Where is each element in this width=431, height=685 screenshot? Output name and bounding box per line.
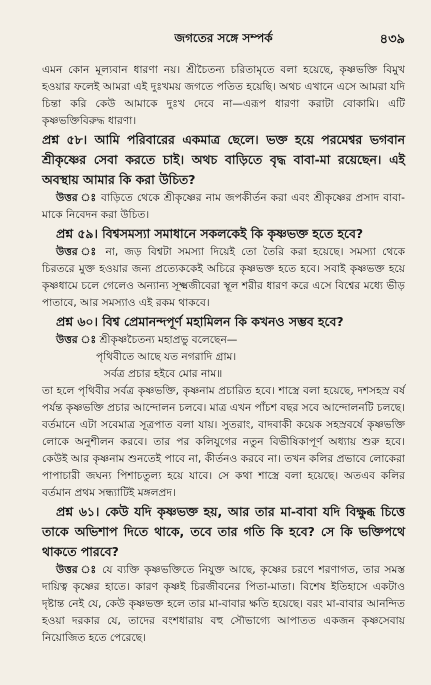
question-58: প্রশ্ন ৫৮। আমি পরিবারের একমাত্র ছেলে। ভক্ত হয়ে পরমেশ্বর ভগবান শ্রীকৃষ্ণের সেবা করতে চাই। অথচ বাড়িতে বৃদ্ধ বাবা-মা রয়েছেন। এই অবস্থায় আমার কি করা উচিত? [42,132,405,187]
answer-label: উত্তর ঃ [56,334,97,346]
verse-line-2: সর্বত্র প্রচার হইবে মোর নাম॥ [104,368,223,380]
answer-text: যে ব্যক্তি কৃষ্ণভক্তিতে নিযুক্ত আছে, কৃষ্ণের চরণে শরণাগত, তার সমস্ত দায়িত্ব কৃষ্ণের হাতে। কারণ কৃষ্ণই চিরজীবনের পিতা-মাতা। বিশেষ ইতিহাসে একটাও দৃষ্টান্ত নেই যে, কেউ কৃষ্ণভক্ত হলে তার মা-বাবার ক্ষতি হয়েছে। বরং মা-বাবার আনন্দিত হওয়া দরকার যে, তাদের বংশধারায় বহু সৌভাগ্যে আপাতত একজন কৃষ্ণসেবায় নিয়োজিত হতে পেরেছে। [42,564,405,644]
answer-label: উত্তর ঃ [56,192,97,204]
answer-label: উত্তর ঃ [56,246,100,258]
question-61: প্রশ্ন ৬১। কেউ যদি কৃষ্ণভক্ত হয়, আর তার মা-বাবা যদি বিক্ষুব্ধ চিত্তে তাকে অভিশাপ দিতে থাকে, তবে তার গতি কি হবে? সে কি ভক্তিপথে থাকতে পারবে? [42,504,405,559]
question-59: প্রশ্ন ৫৯। বিশ্বসমস্যা সমাধানে সকলকেই কি কৃষ্ণভক্ত হতে হবে? [56,226,364,241]
page-body [42,62,405,647]
answer-text: বাড়িতে থেকে শ্রীকৃষ্ণের নাম জপকীর্তন করা এবং শ্রীকৃষ্ণের প্রসাদ বাবা-মাকে নিবেদন করা উচিত। [42,192,405,221]
running-title: জগতের সঙ্গে সম্পর্ক [174,31,273,45]
answer-60-body: তা হলে পৃথিবীর সর্বত্র কৃষ্ণভক্তি, কৃষ্ণনাম প্রচারিত হবে। শাস্ত্রে বলা হয়েছে, দশসহস্র বর্ষ পর্যন্ত কৃষ্ণভক্তি প্রচার আন্দোলন চলবে। মাত্র এখন পাঁচশ বছর সবে আন্দোলনটি চলছে। বর্তমানে এটা সবেমাত্র সূত্রপাত বলা যায়। সুতরাং, বাদবাকী কয়েক সহস্রবর্ষে কৃষ্ণভক্তি লোকে অনুশীলন করবে। তার পর কলিযুগের নতুন বিভীষিকাপূর্ণ অধ্যায় শুরু হবে। কেউই আর কৃষ্ণনাম শুনতেই পাবে না, কীর্তনও করবে না। তখন কলির প্রভাবে লোকেরা পাপাচারী জঘন্য পিশাচতুল্য হয়ে যাবে। সে কথা শাস্ত্রে বলা হয়েছে। অতএব কলির বর্তমান প্রথম সন্ধ্যাটিই মঙ্গলপ্রদ। [42,385,405,499]
answer-label: উত্তর ঃ [56,564,98,576]
page-number: ৪৩৯ [379,32,405,47]
answer-text: না, জড় বিশ্বটা সমস্যা দিয়েই তো তৈরি করা হয়েছে। সমস্যা থেকে চিরতরে মুক্ত হওয়ার জন্য প্রত্যেককেই অচিরে কৃষ্ণভক্ত হতে হবে। সবাই কৃষ্ণভক্ত হয়ে কৃষ্ণধামে চলে গেলেও অন্যান্য সূক্ষ্মজীবেরা স্থূল শরীর ধারণ করে এসে বিশ্বের মধ্যে ভীড় পাতাবে, আর সমস্যাও এই রকম থাকবে। [42,246,405,309]
answer-text: শ্রীকৃষ্ণচৈতন্য মহাপ্রভু বলেছেন— [96,334,238,346]
paragraph-continuation: এমন কোন মূল্যবান ধারণা নয়। শ্রীচৈতন্য চরিতামৃতে বলা হয়েছে, কৃষ্ণভক্তি বিমুখ হওয়ার ফলেই আমরা এই দুঃখময় জগতে পতিত হয়েছি। অথচ এখানে এসে আমরা যদি চিন্তা করি কেউ আমাকে দুঃখ দেবে না—এরূপ ধারণা করাটা বোকামি। এটি কৃষ্ণভক্তিবিরুদ্ধ ধারণা। [42,64,405,127]
answer-58 [42,190,405,224]
page-header [42,30,405,50]
verse-line-1: পৃথিবীতে আছে যত নগরাদি গ্রাম। [96,351,237,363]
question-60: প্রশ্ন ৬০। বিশ্ব প্রেমানন্দপূর্ণ মহামিলন কি কখনও সম্ভব হবে? [56,314,344,329]
answer-60-intro [42,332,405,349]
answer-59 [42,244,405,312]
answer-61 [42,562,405,647]
